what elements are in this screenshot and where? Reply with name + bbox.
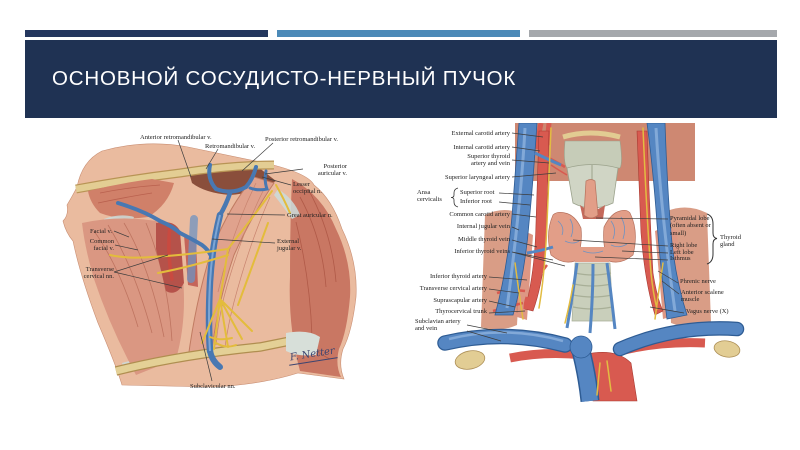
slide-title-box — [25, 40, 777, 118]
label-internal-carotid-artery: Internal carotid artery — [453, 144, 510, 151]
slide-title: ОСНОВНОЙ СОСУДИСТО-НЕРВНЫЙ ПУЧОК — [52, 67, 517, 90]
label-superior-root: Superior root — [460, 189, 495, 196]
internal-jugular-hint — [191, 219, 194, 279]
accent-bar-gray — [529, 30, 777, 37]
label-suprascapular-artery: Suprascapular artery — [433, 297, 487, 304]
label-external-jugular-vein: External jugular v. — [277, 238, 302, 253]
label-anterior-scalene-muscle: Anterior scalene muscle — [681, 289, 724, 304]
label-transverse-cervical-artery: Transverse cervical artery — [419, 285, 487, 292]
label-common-facial-vein: Common facial v. — [89, 238, 114, 253]
accent-bar-blue — [277, 30, 520, 37]
label-anterior-retromandibular-vein: Anterior retromandibular v. — [140, 134, 212, 141]
label-inferior-thyroid-veins: Inferior thyroid veins — [454, 248, 510, 255]
label-right-lobe: Right lobe — [670, 242, 698, 249]
label-superior-thyroid-artery-and-vein: Superior thyroid artery and vein — [467, 153, 510, 168]
thyroid-gland — [548, 180, 635, 263]
netter-signature: F. Netter — [287, 345, 338, 366]
label-internal-jugular-vein: Internal jugular vein — [456, 223, 510, 230]
label-pyramidal-lobe: Pyramidal lobe (often absent or small) — [670, 215, 711, 237]
label-lesser-occipital-nerve: Lesser occipital n. — [293, 181, 322, 196]
label-ansa-cervicalis: Ansa cervicalis — [417, 189, 442, 204]
accent-bar-navy — [25, 30, 268, 37]
label-posterior-auricular-vein: Posterior auricular v. — [317, 163, 347, 178]
label-middle-thyroid-vein: Middle thyroid vein — [458, 236, 510, 243]
label-subclavicular-nerves: Subclavicular nn. — [190, 383, 236, 390]
label-phrenic-nerve: Phrenic nerve — [680, 278, 716, 285]
label-posterior-retromandibular-vein: Posterior retromandibular v. — [265, 136, 339, 143]
lateral-neck-figure — [60, 127, 370, 402]
label-isthmus: Isthmus — [670, 255, 691, 262]
label-external-carotid-artery: External carotid artery — [451, 130, 510, 137]
label-thyrocervical-trunk: Thyrocervical trunk — [435, 308, 487, 315]
label-thyroid-gland: Thyroid gland — [720, 234, 741, 249]
label-retromandibular-vein: Retromandibular v. — [205, 143, 256, 150]
label-subclavian-artery-and-vein: Subclavian artery and vein — [415, 318, 461, 333]
anterior-neck-figure — [415, 123, 795, 403]
label-transverse-cervical-nerves: Transverse cervical nn. — [83, 266, 114, 281]
label-common-carotid-artery: Common carotid artery — [449, 211, 510, 218]
label-inferior-thyroid-artery: Inferior thyroid artery — [429, 273, 487, 280]
label-superior-laryngeal-artery: Superior laryngeal artery — [445, 174, 510, 181]
label-left-lobe: Left lobe — [670, 249, 694, 256]
label-great-auricular-nerve: Great auricular n. — [287, 212, 333, 219]
label-facial-vein: Facial v. — [90, 228, 112, 235]
label-inferior-root: Inferior root — [460, 198, 492, 205]
label-vagus-nerve: Vagus nerve (X) — [686, 308, 729, 315]
